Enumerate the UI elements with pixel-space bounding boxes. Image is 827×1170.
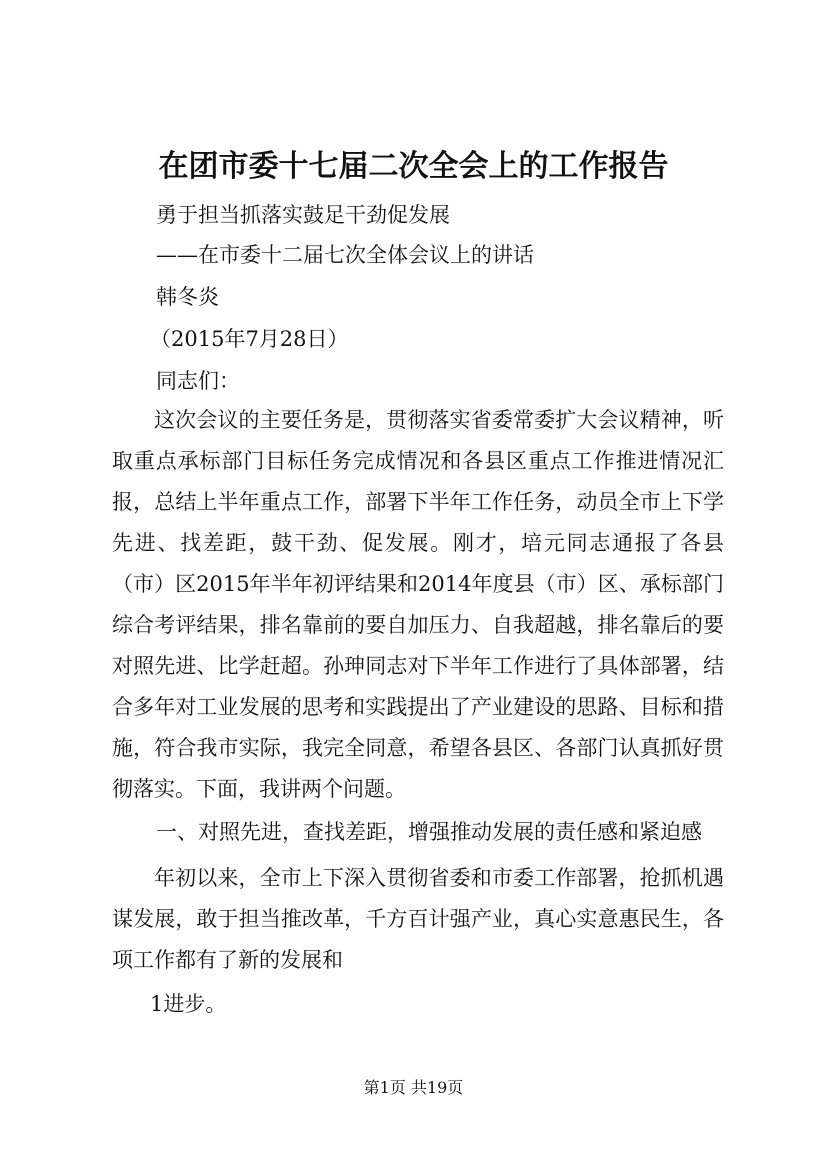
document-date: （2015年7月28日） bbox=[150, 327, 349, 351]
document-title: 在团市委十七届二次全会上的工作报告 bbox=[158, 149, 669, 184]
page-number: 第1页 共19页 bbox=[363, 1078, 464, 1097]
document-author: 韩冬炎 bbox=[156, 285, 219, 309]
document-salutation: 同志们： bbox=[156, 369, 240, 393]
document-subtitle-speech: ——在市委十二届七次全体会议上的讲话 bbox=[156, 243, 534, 267]
body-paragraph: 年初以来，全市上下深入贯彻省委和市委工作部署，抢抓机遇谋发展，敢于担当推改革，千方百计强产业，真心实意惠民生，各项工作都有了新的发展和 bbox=[112, 866, 724, 972]
body-paragraph-continued: 1进步。 bbox=[150, 992, 227, 1016]
document-subtitle: 勇于担当抓落实鼓足干劲促发展 bbox=[156, 203, 450, 227]
section-heading: 一、对照先进，查找差距，增强推动发展的责任感和紧迫感 bbox=[156, 820, 702, 844]
body-paragraph: 这次会议的主要任务是，贯彻落实省委常委扩大会议精神，听取重点承标部门目标任务完成情况和各县区重点工作推进情况汇报，总结上半年重点工作，部署下半年工作任务，动员全市上下学先进、找差距，鼓干劲、促发展。刚才，培元同志通报了各县（市）区2015年半年初评结果和2014年度县（市）区、承标部门综合考评结果，排名靠前的要自加压力、自我超越，排名靠后的要对照先进、比学赶超。孙珅同志对下半年工作进行了具体部署，结合多年对工业发展的思考和实践提出了产业建设的思路、目标和措施，符合我市实际，我完全同意，希望各县区、各部门认真抓好贯彻落实。下面，我讲两个问题。 bbox=[112, 408, 724, 801]
